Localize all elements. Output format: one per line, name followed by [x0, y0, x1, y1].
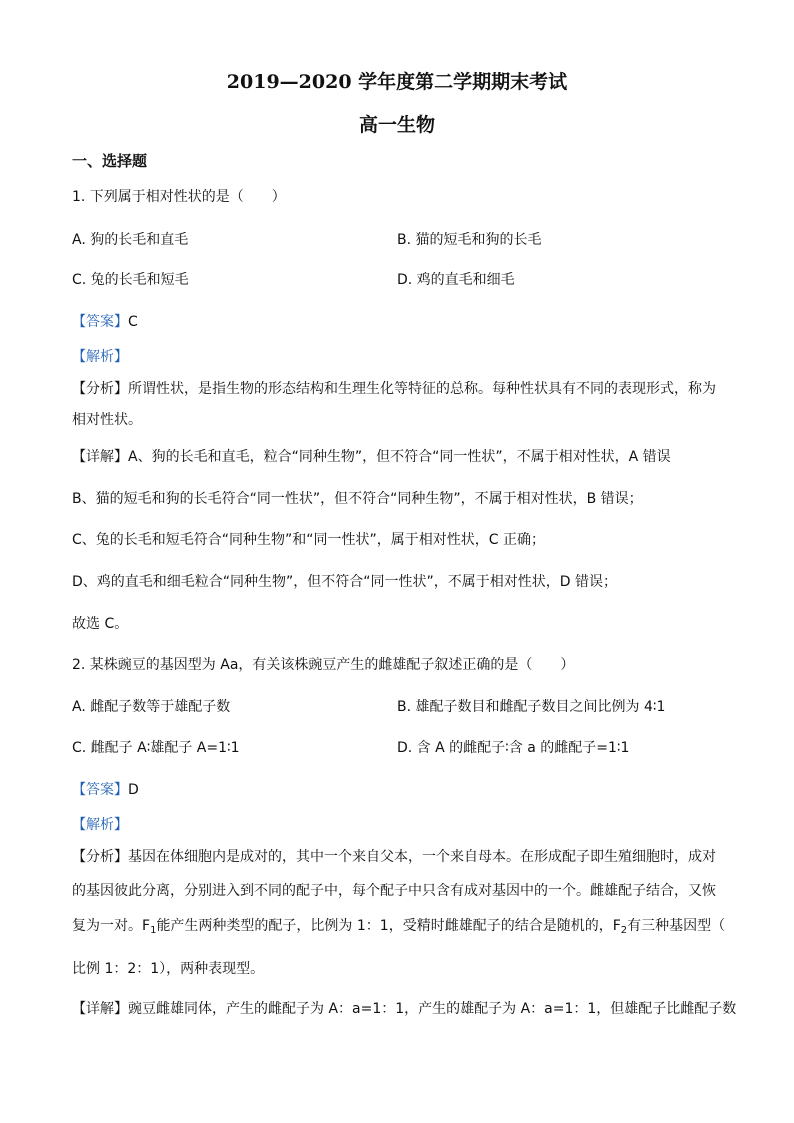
q1-detail-a: 【详解】A、狗的长毛和直毛，粒合“同种生物”，但不符合“同一性状”，不属于相对性状，A 错误: [72, 449, 671, 465]
q1-fenxi-line2: 相对性状。: [72, 412, 142, 428]
answer-tag: 【答案】: [72, 314, 128, 330]
q1-fenxi-line1: 【分析】所谓性状，是指生物的形态结构和生理生化等特征的总称。每种性状具有不同的表现形式，称为: [72, 381, 716, 397]
exam-subtitle: 高一生物: [358, 114, 435, 136]
q2-option-b: B. 雄配子数目和雌配子数目之间比例为 4∶1: [397, 699, 666, 715]
q2-stem: 2. 某株豌豆的基因型为 Aa，有关该株豌豆产生的雌雄配子叙述正确的是（ ）: [72, 657, 575, 673]
q2-answer: [72, 781, 139, 799]
q2-analysis-tag: 【解析】: [72, 817, 128, 833]
section-heading: 一、选择题: [72, 152, 148, 170]
q1-answer-value: C: [128, 314, 138, 330]
q1-stem: 1. 下列属于相对性状的是（ ）: [72, 189, 286, 205]
q2-fenxi-line4: 比例 1：2：1），两种表现型。: [72, 961, 265, 977]
q1-option-c: C. 兔的长毛和短毛: [72, 272, 189, 288]
exam-title: 2019—2020 学年度第二学期期末考试: [226, 71, 568, 93]
detail-tag: 【详解】: [72, 449, 128, 465]
q1-detail-c: C、兔的长毛和短毛符合“同种生物”和“同一性状”，属于相对性状，C 正确；: [72, 532, 546, 548]
q2-fenxi-line1: 【分析】基因在体细胞内是成对的，其中一个来自父本，一个来自母本。在形成配子即生殖细胞时，成对: [72, 849, 716, 865]
fenxi-tag: 【分析】: [72, 381, 128, 397]
q1-option-a: A. 狗的长毛和直毛: [72, 232, 189, 248]
q2-fenxi-line2: 的基因彼此分离，分别进入到不同的配子中，每个配子中只含有成对基因中的一个。雌雄配子结合，又恢: [72, 883, 716, 899]
q1-conclusion: 故选 C。: [72, 616, 129, 632]
q1-answer: [72, 313, 138, 331]
q2-fenxi-line3: 复为一对。$F_1$能产生两种类型的配子，比例为 1：1，受精时雌雄配子的结合是随机的，$F_2$有三种基因型（: [72, 918, 726, 936]
q2-option-d: D. 含 A 的雌配子∶含 a 的雌配子=1∶1: [397, 740, 630, 756]
answer-tag: 【答案】: [72, 782, 128, 798]
q2-detail-line1: 【详解】豌豆雌雄同体，产生的雌配子为 A：a=1：1，产生的雄配子为 A：a=1：1，但雄配子比雌配子数: [72, 1001, 737, 1017]
detail-tag: 【详解】: [72, 1001, 128, 1017]
q2-option-c: C. 雌配子 A∶雄配子 A=1∶1: [72, 740, 240, 756]
q1-option-d: D. 鸡的直毛和细毛: [397, 272, 515, 288]
q1-option-b: B. 猫的短毛和狗的长毛: [397, 232, 542, 248]
q1-detail-d: D、鸡的直毛和细毛粒合“同种生物”，但不符合“同一性状”，不属于相对性状，D 错误；: [72, 574, 618, 590]
q1-detail-b: B、猫的短毛和狗的长毛符合“同一性状”，但不符合“同种生物”，不属于相对性状，B 错误；: [72, 491, 643, 507]
q2-answer-value: D: [128, 782, 139, 798]
q2-option-a: A. 雌配子数等于雄配子数: [72, 699, 231, 715]
fenxi-tag: 【分析】: [72, 849, 128, 865]
q1-analysis-tag: 【解析】: [72, 349, 128, 365]
